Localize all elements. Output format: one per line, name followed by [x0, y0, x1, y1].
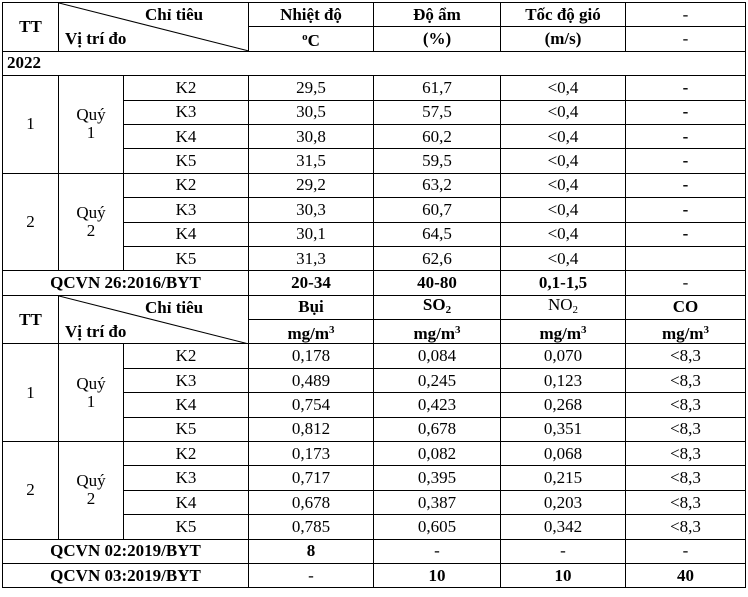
unit-humidity: (%) — [374, 27, 501, 51]
standard-temp: 20-34 — [249, 271, 374, 295]
extra-cell: - — [626, 76, 746, 100]
co-cell: <8,3 — [626, 442, 746, 466]
site-cell: K2 — [124, 76, 249, 100]
standard-no2: - — [501, 539, 626, 563]
extra-cell: - — [626, 100, 746, 124]
unit-extra: - — [626, 27, 746, 51]
standard-dust: 8 — [249, 539, 374, 563]
no2-cell: 0,123 — [501, 368, 626, 392]
standard-so2: 10 — [374, 563, 501, 587]
site-cell: K2 — [124, 344, 249, 368]
tt-header: TT — [3, 3, 59, 52]
tt-cell: 2 — [3, 442, 59, 540]
unit-so2: $mg/m^3$ — [374, 320, 501, 344]
no2-cell: 0,342 — [501, 515, 626, 539]
standard-co: 40 — [626, 563, 746, 587]
wind-cell: <0,4 — [501, 76, 626, 100]
co-cell: <8,3 — [626, 393, 746, 417]
site-cell: K3 — [124, 466, 249, 490]
wind-cell: <0,4 — [501, 100, 626, 124]
temp-cell: 29,2 — [249, 173, 374, 197]
no2-cell: 0,351 — [501, 417, 626, 441]
extra-cell: - — [626, 222, 746, 246]
extra-cell: - — [626, 173, 746, 197]
humidity-cell: 59,5 — [374, 149, 501, 173]
site-cell: K3 — [124, 198, 249, 222]
temp-cell: 31,3 — [249, 246, 374, 270]
dust-cell: 0,812 — [249, 417, 374, 441]
tt-header: TT — [3, 295, 59, 344]
standard-co: - — [626, 539, 746, 563]
table-row — [3, 442, 746, 466]
col-header-so2: SO2 — [374, 295, 501, 319]
quarter-cell: Quý 2 — [59, 442, 124, 540]
humidity-cell: 60,2 — [374, 124, 501, 148]
unit-dust: $mg/m^3$ — [249, 320, 374, 344]
no2-cell: 0,203 — [501, 490, 626, 514]
col-header-co: CO — [626, 295, 746, 319]
humidity-cell: 64,5 — [374, 222, 501, 246]
so2-cell: 0,084 — [374, 344, 501, 368]
standard-extra: - — [626, 271, 746, 295]
standard-label: QCVN 26:2016/BYT — [3, 271, 249, 295]
header-row-1 — [3, 3, 746, 27]
col-header-humidity: Độ ẩm — [374, 3, 501, 27]
diagonal-header-cell — [59, 3, 249, 52]
dust-cell: 0,178 — [249, 344, 374, 368]
site-cell: K3 — [124, 100, 249, 124]
temp-cell: 30,5 — [249, 100, 374, 124]
tt-cell: 1 — [3, 344, 59, 442]
humidity-cell: 61,7 — [374, 76, 501, 100]
co-cell: <8,3 — [626, 417, 746, 441]
temp-cell: 30,3 — [249, 198, 374, 222]
site-cell: K2 — [124, 442, 249, 466]
quarter-cell: Quý 1 — [59, 76, 124, 174]
col-header-dust: Bụi — [249, 295, 374, 319]
standard-row — [3, 271, 746, 295]
unit-wind: (m/s) — [501, 27, 626, 51]
dust-cell: 0,717 — [249, 466, 374, 490]
so2-cell: 0,678 — [374, 417, 501, 441]
standard-humidity: 40-80 — [374, 271, 501, 295]
indicator-label: Chỉ tiêu — [145, 297, 204, 317]
col-header-no2: NO2 — [501, 295, 626, 319]
temp-cell: 30,1 — [249, 222, 374, 246]
dust-cell: 0,754 — [249, 393, 374, 417]
diagonal-header-cell — [59, 295, 249, 344]
humidity-cell: 62,6 — [374, 246, 501, 270]
standard-so2: - — [374, 539, 501, 563]
location-label: Vị trí đo — [65, 29, 127, 48]
co-cell: <8,3 — [626, 490, 746, 514]
site-cell: K4 — [124, 490, 249, 514]
table-row — [3, 173, 746, 197]
header-row-2 — [3, 295, 746, 319]
year-label: 2022 — [3, 51, 746, 75]
dust-cell: 0,489 — [249, 368, 374, 392]
site-cell: K3 — [124, 368, 249, 392]
so2-cell: 0,082 — [374, 442, 501, 466]
humidity-cell: 60,7 — [374, 198, 501, 222]
humidity-cell: 57,5 — [374, 100, 501, 124]
standard-row — [3, 563, 746, 587]
dust-cell: 0,785 — [249, 515, 374, 539]
standard-dust: - — [249, 563, 374, 587]
no2-cell: 0,268 — [501, 393, 626, 417]
so2-cell: 0,395 — [374, 466, 501, 490]
temp-cell: 29,5 — [249, 76, 374, 100]
wind-cell: <0,4 — [501, 124, 626, 148]
temp-cell: 30,8 — [249, 124, 374, 148]
table-row — [3, 344, 746, 368]
environment-measurement-table — [2, 2, 746, 588]
wind-cell: <0,4 — [501, 149, 626, 173]
so2-cell: 0,245 — [374, 368, 501, 392]
co-cell: <8,3 — [626, 368, 746, 392]
so2-cell: 0,387 — [374, 490, 501, 514]
tt-cell: 2 — [3, 173, 59, 271]
tt-cell: 1 — [3, 76, 59, 174]
co-cell: <8,3 — [626, 515, 746, 539]
site-cell: K5 — [124, 246, 249, 270]
co-cell: <8,3 — [626, 466, 746, 490]
extra-cell — [626, 246, 746, 270]
standard-wind: 0,1-1,5 — [501, 271, 626, 295]
site-cell: K5 — [124, 417, 249, 441]
table-row — [3, 76, 746, 100]
extra-cell: - — [626, 198, 746, 222]
site-cell: K4 — [124, 393, 249, 417]
quarter-cell: Quý 2 — [59, 173, 124, 271]
col-header-temp: Nhiệt độ — [249, 3, 374, 27]
no2-cell: 0,215 — [501, 466, 626, 490]
site-cell: K4 — [124, 222, 249, 246]
wind-cell: <0,4 — [501, 198, 626, 222]
temp-cell: 31,5 — [249, 149, 374, 173]
standard-label: QCVN 03:2019/BYT — [3, 563, 249, 587]
dust-cell: 0,678 — [249, 490, 374, 514]
site-cell: K5 — [124, 149, 249, 173]
site-cell: K5 — [124, 515, 249, 539]
co-cell: <8,3 — [626, 344, 746, 368]
wind-cell: <0,4 — [501, 173, 626, 197]
indicator-label: Chỉ tiêu — [145, 5, 204, 24]
unit-co: $mg/m^3$ — [626, 320, 746, 344]
year-row — [3, 51, 746, 75]
wind-cell: <0,4 — [501, 246, 626, 270]
standard-no2: 10 — [501, 563, 626, 587]
extra-cell: - — [626, 149, 746, 173]
site-cell: K2 — [124, 173, 249, 197]
unit-temp: $^o$C — [249, 27, 374, 51]
quarter-cell: Quý 1 — [59, 344, 124, 442]
dust-cell: 0,173 — [249, 442, 374, 466]
so2-cell: 0,423 — [374, 393, 501, 417]
col-header-extra: - — [626, 3, 746, 27]
col-header-wind: Tốc độ gió — [501, 3, 626, 27]
no2-cell: 0,070 — [501, 344, 626, 368]
humidity-cell: 63,2 — [374, 173, 501, 197]
no2-cell: 0,068 — [501, 442, 626, 466]
standard-row — [3, 539, 746, 563]
so2-cell: 0,605 — [374, 515, 501, 539]
site-cell: K4 — [124, 124, 249, 148]
unit-no2: $mg/m^3$ — [501, 320, 626, 344]
standard-label: QCVN 02:2019/BYT — [3, 539, 249, 563]
extra-cell: - — [626, 124, 746, 148]
wind-cell: <0,4 — [501, 222, 626, 246]
location-label: Vị trí đo — [65, 321, 127, 341]
